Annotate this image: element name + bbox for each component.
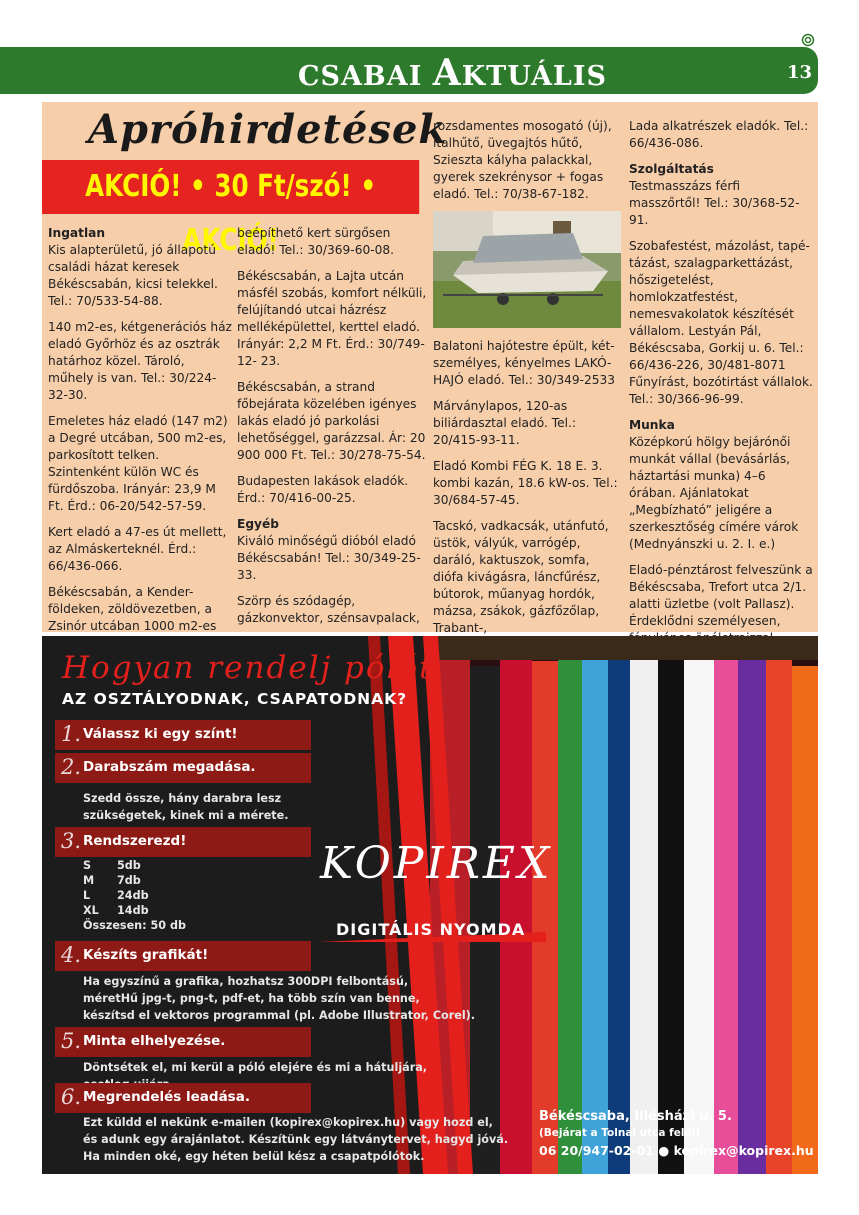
size-row: S 5db xyxy=(83,859,141,872)
promo-banner: AKCIÓ! • 30 Ft/szó! • AKCIÓ! xyxy=(42,160,419,214)
masthead: CSABAI AKTUÁLIS xyxy=(298,52,608,94)
ad-item: Emeletes ház eladó (147 m2) a Degré utcában, 500 m2-es, parkosított telken. Szintenként külön WC és fürdőszoba. Irányár: 23,9 M Ft. Érd.: 06-20/542-57-59. xyxy=(48,414,228,513)
houseboat-photo xyxy=(433,211,621,328)
size-row: M 7db xyxy=(83,874,141,887)
ad-item: Budapesten lakások eladók. Érd.: 70/416-00-25. xyxy=(237,474,409,505)
ad-item: rozsdamentes mosogató (új), italhűtő, üvegajtós hűtő, Szieszta kályha palackkal, gyerek szekrénysor + fogas eladó. Tel.: 70/38-67-182. xyxy=(433,119,612,201)
ad-item: Szörp és szódagép, gázkonvektor, szénsavpalack, xyxy=(237,594,420,625)
contact-block xyxy=(539,1109,814,1158)
ad-item: Kiváló minőségű dióból eladó Békéscsabán! Tel.: 30/349-25-33. xyxy=(237,534,421,582)
classifieds-title: Apróhirdetések xyxy=(88,106,448,153)
ad-item: beépíthető kert sürgősen eladó! Tel.: 30/369-60-08. xyxy=(237,226,394,257)
step-6-text: Ezt küldd el nekünk e-mailen (kopirex@kopirex.hu) vagy hozd el, és adunk egy árajánlatot. Készítünk egy látványtervet, hagyd jóvá. Ha minden oké, egy héten belül kész a csapatpólótok. xyxy=(83,1116,509,1163)
ad-item: Békéscsabán, a Lajta utcán másfél szobás, komfort nélküli, felújítandó utcai házrész melléképülettel, kerttel eladó. Irányár: 2,2 M Ft. Érd.: 30/749-12- 23. xyxy=(237,269,427,368)
ad-item: Középkorú hölgy bejárónői munkát vállal (bevásárlás, háztartási munka) 4–6 órában. Ajánlatokat „Megbízható” jeligére a szerkesztőség címére várok (Mednyánszki u. 2. I. e.) xyxy=(629,435,799,551)
size-row: XL 14db xyxy=(83,904,149,917)
page-number: 13 xyxy=(787,62,813,83)
ad-item: Lada alkatrészek eladók. Tel.: 66/436-086. xyxy=(629,119,809,150)
step-4: 4. Készíts grafikát! xyxy=(55,941,311,971)
heading-ingatlan: Ingatlan xyxy=(48,226,106,240)
ad-title: Hogyan rendelj pólót xyxy=(62,650,434,686)
size-total: Összesen: 50 db xyxy=(83,919,186,932)
column-3 xyxy=(433,118,619,646)
ad-item: Márványlapos, 120-as biliárdasztal eladó. Tel.: 20/415-93-11. xyxy=(433,399,576,447)
ad-item: Testmasszázs férfi masszőrtől! Tel.: 30/368-52-91. xyxy=(629,179,800,227)
kopirex-logo: KOPIREX xyxy=(320,838,553,889)
ad-subtitle: AZ OSZTÁLYODNAK, CSAPATODNAK? xyxy=(62,690,408,708)
address: Békéscsaba, Illésházi u. 5. xyxy=(539,1109,732,1124)
size-table xyxy=(83,858,186,933)
step-3: 3. Rendszerezd! xyxy=(55,827,311,857)
ad-item: Békéscsabán, a Kender-földeken, zöldövezetben, a Zsinór utcában 1000 m2-es xyxy=(48,585,217,633)
ad-item: Szobafestést, mázolást, tapé-tázást, szalagparkettázást, hőszigetelést, homlokzatfestést, nemesvakolatok készítését vállalom. Lestyán Pál, Békéscsaba, Gorkij u. 6. Tel.: 66/436-226, 30/481-8071 Fűnyírást, bozótirtást vállalok. Tel.: 30/366-96-99. xyxy=(629,239,813,406)
column-2 xyxy=(237,225,429,636)
ad-item: Kis alapterületű, jó állapotú családi házat keresek Békéscsabán, kicsi telekkel. Tel.: 70/533-54-88. xyxy=(48,243,218,308)
ad-item: Balatoni hajótestre épült, két-személyes, kényelmes LAKÓ-HAJÓ eladó. Tel.: 30/349-2533 xyxy=(433,339,616,387)
ad-item: Eladó Kombi FÉG K. 18 E. 3. kombi kazán, 18.6 kW-os. Tel.: 30/684-57-45. xyxy=(433,459,618,507)
column-1 xyxy=(48,225,233,644)
tshirts-photo xyxy=(430,636,818,1174)
size-row: L 24db xyxy=(83,889,149,902)
column-4 xyxy=(629,118,813,656)
step-1: 1. Válassz ki egy színt! xyxy=(55,720,311,750)
phone-email: 06 20/947-02-01 ● kopirex@kopirex.hu xyxy=(539,1143,814,1158)
step-5-text: Döntsétek el, mi kerül a póló elejére és mi a hátuljára, xyxy=(83,1061,428,1074)
step-2-text: Szedd össze, hány darabra lesz szükségetek, kinek mi a mérete. xyxy=(83,792,289,822)
step-2: 2. Darabszám megadása. xyxy=(55,753,311,783)
entrance-note: (Bejárat a Tolnai utca felől) xyxy=(539,1127,701,1139)
red-stripes xyxy=(368,636,488,1174)
ad-item: 140 m2-es, kétgenerációs ház eladó Győrhöz és az osztrák határhoz közel. Tároló, műhely is van. Tel.: 30/224-32-30. xyxy=(48,320,232,402)
step-5: 5. Minta elhelyezése. xyxy=(55,1027,311,1057)
swirl-icon xyxy=(801,33,815,47)
ad-item: Tacskó, vadkacsák, utánfutó, üstök, vályúk, varrógép, daráló, kaktuszok, somfa, diófa kivágásra, láncfűrész, bútorok, műanyag hordók, mázsa, zsákok, gázfőzőlap, Trabant-, xyxy=(433,519,609,635)
heading-egyeb: Egyéb xyxy=(237,517,279,531)
heading-szolgaltatas: Szolgáltatás xyxy=(629,162,714,176)
heading-munka: Munka xyxy=(629,418,675,432)
step-4-text: Ha egyszínű a grafika, hozhatsz 300DPI felbontású, méretHű jpg-t, png-t, pdf-et, ha több szín van benne, készítsd el vektoros programmal (pl. Adobe Illustrator, Corel). xyxy=(83,975,476,1022)
ad-item: Kert eladó a 47-es út mellett, az Almáskerteknél. Érd.: 66/436-066. xyxy=(48,525,227,573)
ad-item: Békéscsabán, a strand főbejárata közelében igényes lakás eladó jó parkolási lehetőséggel, garázzsal. Ár: 20 900 000 Ft. Tel.: 30/278-75-54. xyxy=(237,380,426,462)
logo-subtitle: DIGITÁLIS NYOMDA xyxy=(336,920,526,939)
step-6: 6. Megrendelés leadása. xyxy=(55,1083,311,1113)
ad-item: Eladó-pénztárost felveszünk a Békéscsaba, Trefort utca 2/1. alatti üzletbe (volt Pallasz). Érdeklődni személyesen, xyxy=(629,563,813,628)
